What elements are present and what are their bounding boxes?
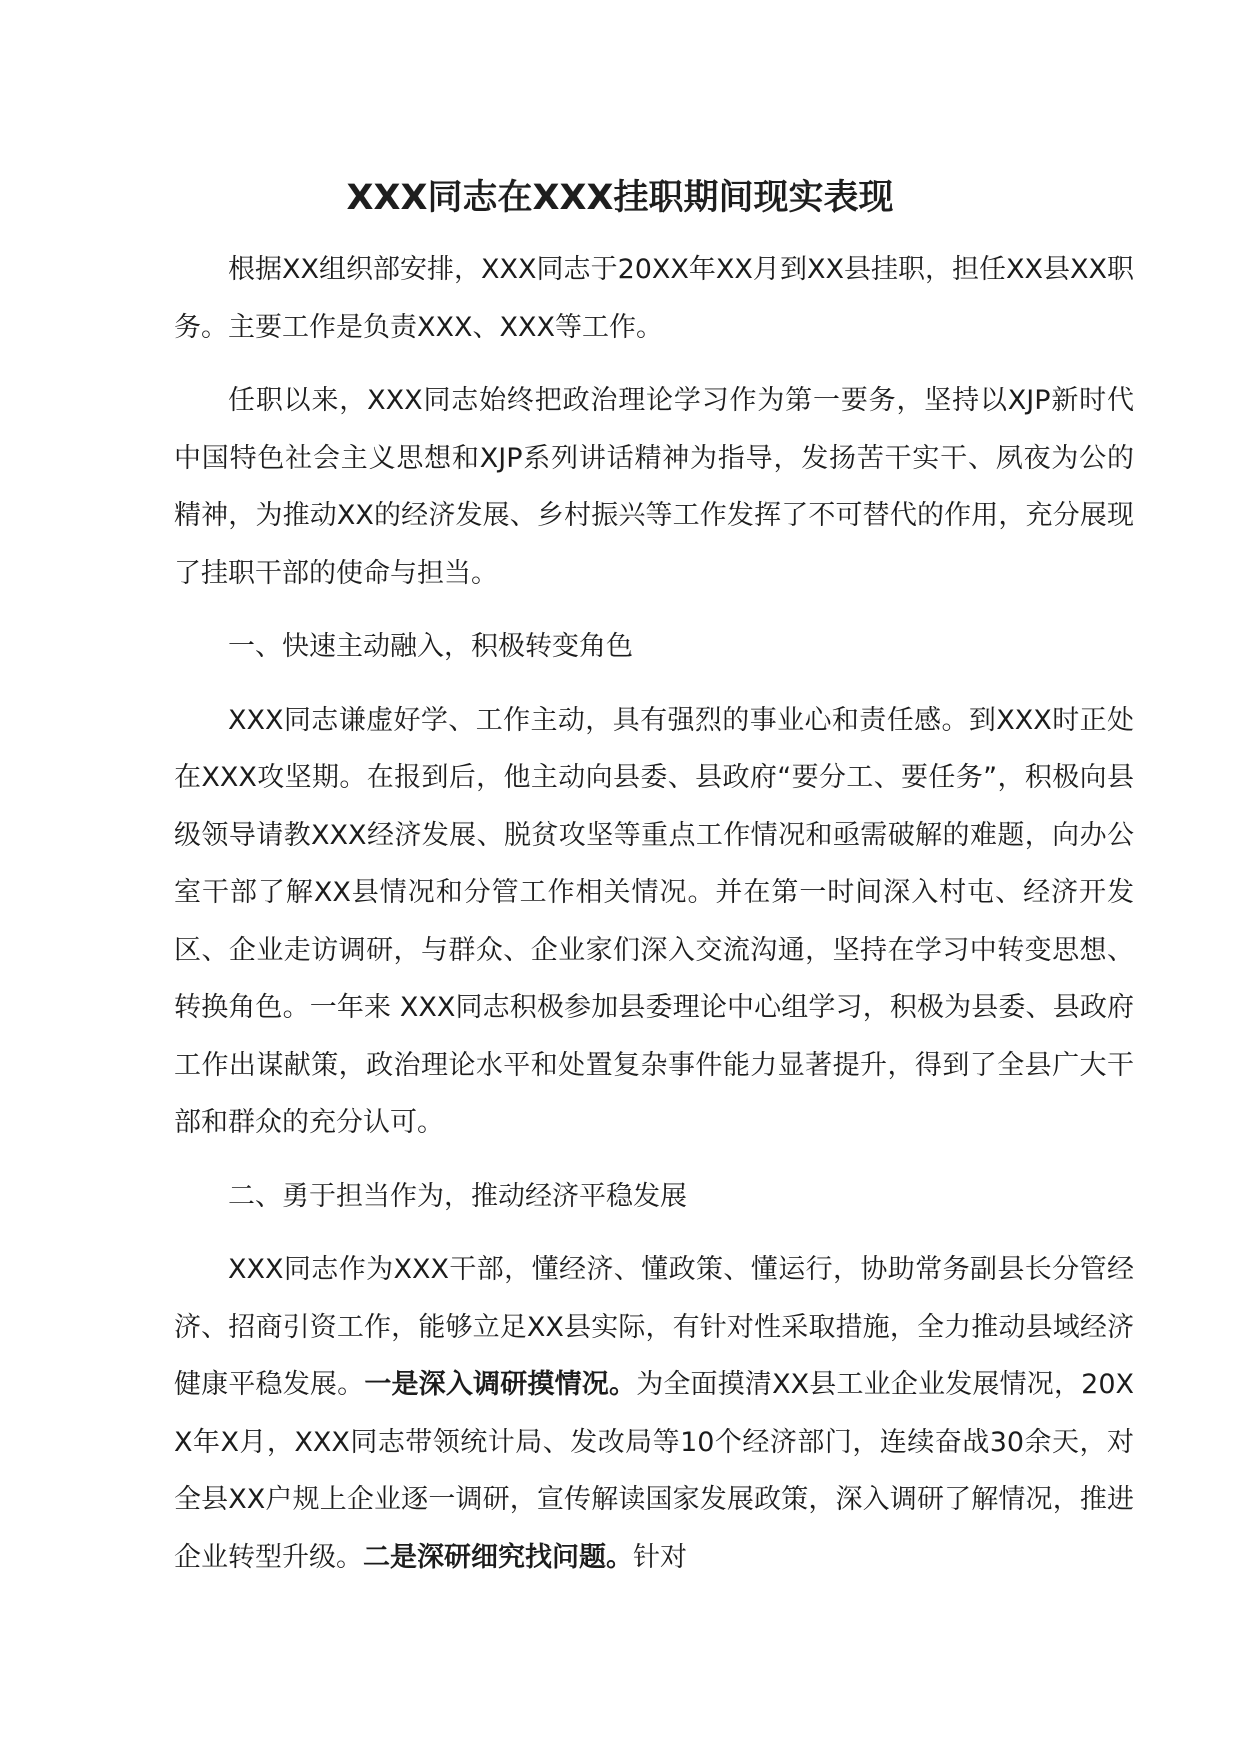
paragraph-section-2-text-c: 针对	[633, 1541, 687, 1573]
section-heading-2: 二、勇于担当作为，推动经济平稳发展	[228, 1180, 687, 1212]
point-two-bold: 二是深研细究找问题。	[363, 1541, 633, 1573]
paragraph-overview: 任职以来，XXX同志始终把政治理论学习作为第一要务，坚持以XJP新时代中国特色社会主义思想和XJP系列讲话精神为指导，发扬苦干实干、夙夜为公的精神，为推动XX的经济发展、乡村振兴等工作发挥了不可替代的作用，充分展现了挂职干部的使命与担当。	[174, 385, 1134, 589]
point-one-bold: 一是深入调研摸情况。	[364, 1369, 637, 1400]
paragraph-section-1: XXX同志谦虚好学、工作主动，具有强烈的事业心和责任感。到XXX时正处在XXX攻坚期。在报到后，他主动向县委、县政府“要分工、要任务”，积极向县级领导请教XXX经济发展、脱贫攻坚等重点工作情况和亟需破解的难题，向办公室干部了解XX县情况和分管工作相关情况。并在第一时间深入村屯、经济开发区、企业走访调研，与群众、企业家们深入交流沟通，坚持在学习中转变思想、转换角色。一年来 XXX同志积极参加县委理论中心组学习，积极为县委、县政府工作出谋献策，政治理论水平和处置复杂事件能力显著提升，得到了全县广大干部和群众的充分认可。	[174, 704, 1134, 1138]
paragraph-section-2-text-b: 为全面摸清XX县工业企业发展情况，20XX年X月，XXX同志带领统计局、发改局等10个经济部门，连续奋战30余天，对全县XX户规上企业逐一调研，宣传解读国家发展政策，深入调研了解情况，推进企业转型升级。	[174, 1369, 1135, 1573]
paragraph-intro: 根据XX组织部安排，XXX同志于20XX年XX月到XX县挂职，担任XX县XX职务。主要工作是负责XXX、XXX等工作。	[174, 254, 1134, 343]
section-heading-1: 一、快速主动融入，积极转变角色	[228, 631, 633, 662]
document-title: XXX同志在XXX挂职期间现实表现	[346, 178, 894, 218]
paragraph-section-2	[174, 1241, 1134, 1586]
document-body	[174, 241, 1134, 1586]
paragraph-section-2-text-a: XXX同志作为XXX干部，懂经济、懂政策、懂运行，协助常务副县长分管经济、招商引资工作，能够立足XX县实际，有针对性采取措施，全力推动县域经济健康平稳发展。	[174, 1254, 1134, 1400]
